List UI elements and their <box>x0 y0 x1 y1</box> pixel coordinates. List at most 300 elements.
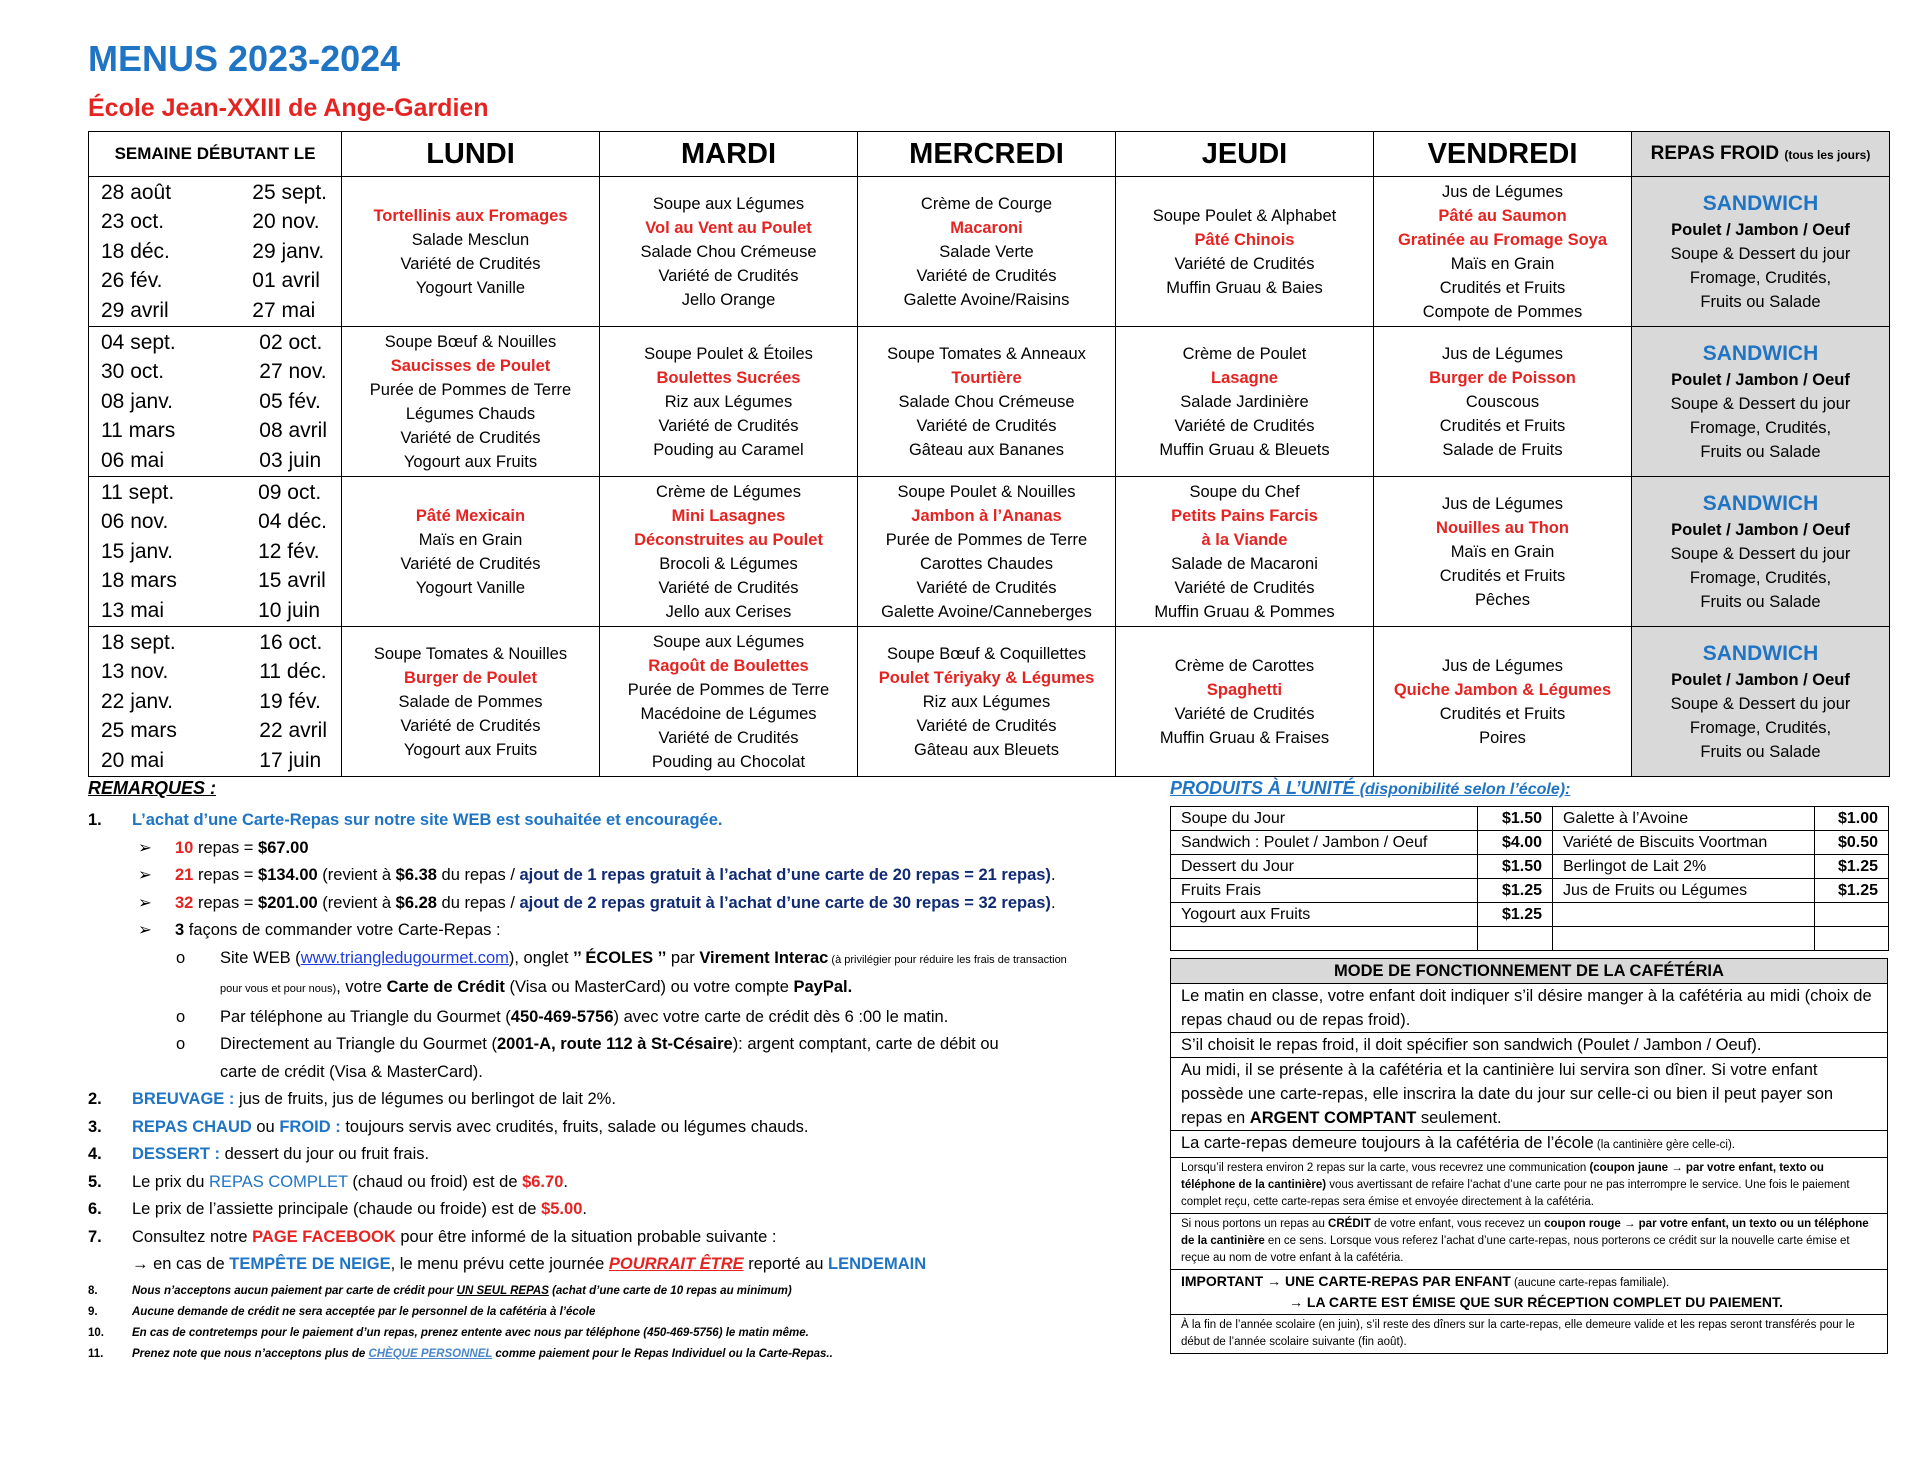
menu-item: Variété de Crudités <box>916 578 1057 597</box>
ways-count: 3 <box>175 921 185 939</box>
day-menu-cell <box>600 177 858 327</box>
card-text: . <box>1050 893 1056 912</box>
remark-5 <box>88 1169 1148 1197</box>
menu-item: Maïs en Grain <box>1450 254 1555 273</box>
day-header: MERCREDI <box>858 132 1116 177</box>
main-dish: Spaghetti <box>1206 680 1283 699</box>
remark-label: TEMPÊTE DE NEIGE <box>229 1255 391 1273</box>
day-menu-cell <box>342 177 600 327</box>
card-price: $67.00 <box>258 838 309 857</box>
menu-item: Jus de Légumes <box>1441 182 1564 201</box>
product-price: $1.25 <box>1478 903 1553 927</box>
menu-item: Maïs en Grain <box>1450 542 1555 561</box>
product-name: Berlingot de Lait 2% <box>1553 855 1815 879</box>
remark-number: 9. <box>88 1305 98 1318</box>
cold-meal-header <box>1632 132 1890 177</box>
week-date: 10 juin <box>258 598 320 622</box>
text-bold: coupon rouge → par votre enfant, un texto ou un téléphone de la cantinière <box>1181 1218 1869 1247</box>
card-bonus: ajout de 2 repas gratuit à l’achat d’une carte de 30 repas = 32 repas) <box>519 893 1051 912</box>
text-bold: → LA CARTE EST ÉMISE QUE SUR RÉCEPTION COMPLET DU PAIEMENT. <box>1289 1294 1783 1310</box>
product-row <box>1171 927 1889 951</box>
product-name: Dessert du Jour <box>1171 855 1478 879</box>
day-menu-cell <box>858 327 1116 477</box>
week-date: 22 janv. <box>101 689 173 713</box>
sandwich-title: SANDWICH <box>1702 641 1819 665</box>
text-bold: ’’ ÉCOLES ’’ <box>573 948 667 967</box>
day-menu-cell <box>1374 627 1632 777</box>
page-title: MENUS 2023-2024 <box>88 38 401 79</box>
week-date: 06 mai <box>101 448 165 472</box>
text-small: (la cantinière gère celle-ci). <box>1593 1139 1735 1151</box>
product-name: Fruits Frais <box>1171 879 1478 903</box>
remarks-section <box>88 778 1148 1365</box>
week-date: 13 mai <box>101 598 165 622</box>
card-21 <box>88 862 1148 890</box>
remark-text: Nous n’acceptons aucun paiement par carte de crédit pour <box>132 1284 457 1297</box>
remark-label: DESSERT : <box>132 1145 221 1163</box>
remark-text: . <box>582 1200 587 1218</box>
product-name: Jus de Fruits ou Légumes <box>1553 879 1815 903</box>
week-date: 23 oct. <box>101 210 165 234</box>
menu-item: Variété de Crudités <box>658 416 799 435</box>
product-price: $1.50 <box>1478 855 1553 879</box>
remark-label: REPAS CHAUD <box>132 1117 252 1136</box>
main-dish: Petits Pains Farcis <box>1171 506 1318 525</box>
cold-meal-item: Fromage, Crudités, <box>1689 268 1832 287</box>
menu-table <box>88 131 1890 777</box>
menu-item: Légumes Chauds <box>405 404 536 423</box>
circle-bullet-icon: o <box>176 948 186 967</box>
menu-item: Muffin Gruau & Fraises <box>1159 728 1330 747</box>
day-menu-cell <box>1116 477 1374 627</box>
main-dish: Quiche Jambon & Légumes <box>1393 680 1612 699</box>
card-text: . <box>1050 866 1056 884</box>
card-text: (revient à <box>317 893 396 912</box>
remark-number: 5. <box>88 1172 102 1191</box>
mode-paragraph: Le matin en classe, votre enfant doit indiquer s’il désire manger à la cafétéria au midi (choix de repas chaud ou de repas froid). <box>1171 984 1887 1033</box>
price: $5.00 <box>541 1200 583 1218</box>
menu-item: Gâteau aux Bananes <box>908 440 1065 459</box>
main-dish: Déconstruites au Poulet <box>634 530 823 549</box>
remark-text: . <box>563 1172 568 1191</box>
sandwich-title: SANDWICH <box>1702 491 1819 515</box>
product-price: $1.00 <box>1815 807 1889 831</box>
main-dish: Pâté Mexicain <box>415 506 526 525</box>
product-price: $1.25 <box>1478 879 1553 903</box>
day-menu-cell <box>858 627 1116 777</box>
menu-item: Soupe Poulet & Nouilles <box>897 482 1076 501</box>
cold-meal-item: Fruits ou Salade <box>1700 592 1821 611</box>
day-menu-cell <box>1374 327 1632 477</box>
week-date: 20 nov. <box>252 210 320 234</box>
remark-text: L’achat d’une Carte-Repas sur notre site WEB est souhaitée et encouragée. <box>132 811 723 829</box>
facebook-label: PAGE FACEBOOK <box>252 1227 396 1246</box>
menu-item: Crudités et Fruits <box>1439 704 1566 723</box>
unit-price: $6.28 <box>395 893 437 912</box>
dates-column <box>101 328 176 476</box>
dates-column <box>252 178 327 326</box>
menu-item: Soupe du Chef <box>1189 482 1300 501</box>
order-direct-cont <box>88 1059 1148 1087</box>
menu-item: Yogourt Vanille <box>415 578 526 597</box>
remark-text: comme paiement pour le Repas Individuel ou la Carte-Repas.. <box>492 1347 833 1360</box>
main-dish: Jambon à l’Ananas <box>911 506 1062 525</box>
cold-meal-item: Fromage, Crudités, <box>1689 418 1832 437</box>
remark-7 <box>88 1224 1148 1252</box>
remark-text: Prenez note que nous n’acceptons plus de <box>132 1347 369 1360</box>
main-dish: Burger de Poulet <box>404 668 537 687</box>
main-dish: Saucisses de Poulet <box>390 356 551 375</box>
day-menu-cell <box>342 477 600 627</box>
cold-meal-item: Soupe & Dessert du jour <box>1670 394 1851 413</box>
product-price: $1.25 <box>1815 855 1889 879</box>
order-ways <box>88 917 1148 945</box>
menu-item: Variété de Crudités <box>400 716 541 735</box>
menu-item: Variété de Crudités <box>1174 578 1315 597</box>
products-title-note: (disponibilité selon l’école): <box>1359 781 1571 798</box>
main-dish: Nouilles au Thon <box>1436 518 1569 537</box>
menu-item: Salade Chou Crémeuse <box>898 392 1075 411</box>
product-row <box>1171 903 1889 927</box>
menu-item: Jus de Légumes <box>1441 344 1564 363</box>
cold-meal-item: Fruits ou Salade <box>1700 742 1821 761</box>
text: Par téléphone au Triangle du Gourmet ( <box>220 1007 511 1026</box>
remark-label: FROID : <box>279 1117 341 1136</box>
day-menu-cell <box>1116 177 1374 327</box>
menu-item: Crudités et Fruits <box>1439 566 1566 585</box>
remark-number: 6. <box>88 1200 102 1218</box>
remark-text: (chaud ou froid) est de <box>347 1172 523 1191</box>
remark-text: pour être informé de la situation probable suivante : <box>395 1227 777 1246</box>
dates-column <box>259 628 327 776</box>
sandwich-title: SANDWICH <box>1702 191 1819 215</box>
text-small: (aucune carte-repas familiale). <box>1510 1277 1670 1289</box>
week-header: SEMAINE DÉBUTANT LE <box>89 132 342 177</box>
menu-item: Jello aux Cerises <box>665 602 792 621</box>
day-menu-cell <box>600 327 858 477</box>
text-bold: ARGENT COMPTANT <box>1249 1109 1417 1127</box>
menu-item: Muffin Gruau & Baies <box>1166 278 1323 297</box>
menu-item: Variété de Crudités <box>658 578 799 597</box>
product-row <box>1171 807 1889 831</box>
product-row <box>1171 879 1889 903</box>
product-price: $0.50 <box>1815 831 1889 855</box>
week-date: 05 fév. <box>259 389 321 413</box>
products-table <box>1170 806 1889 951</box>
cold-meal-cell <box>1632 177 1890 327</box>
menu-item: Variété de Crudités <box>1174 704 1315 723</box>
dates-column <box>101 628 177 776</box>
text-bold: Virement Interac <box>699 948 829 967</box>
main-dish: Macaroni <box>950 218 1023 237</box>
text: Directement au Triangle du Gourmet ( <box>220 1035 497 1053</box>
mode-paragraph <box>1171 1214 1887 1270</box>
week-date: 16 oct. <box>259 630 323 654</box>
remark-number: 7. <box>88 1227 102 1246</box>
menu-item: Soupe Tomates & Anneaux <box>887 344 1086 363</box>
text: en ce sens. Lorsque vous referez l’achat d’une carte-repas, nous porterons ce crédit sur la nouvelle carte émise et reçue au nom de votre enfant à la cafétéria. <box>1181 1235 1850 1264</box>
card-text: repas = <box>193 893 259 912</box>
menu-item: Salade de Macaroni <box>1171 554 1318 573</box>
product-price: $1.50 <box>1478 807 1553 831</box>
remark-text: Aucune demande de crédit ne sera acceptée par le personnel de la cafétéria à l’école <box>132 1305 596 1318</box>
text: (Visa ou MasterCard) ou votre compte <box>504 978 794 996</box>
remark-text: Le prix du <box>132 1172 210 1191</box>
cold-meal-cell <box>1632 627 1890 777</box>
product-name: Sandwich : Poulet / Jambon / Oeuf <box>1171 831 1478 855</box>
day-menu-cell <box>1374 477 1632 627</box>
remark-text: → en cas de <box>132 1255 230 1273</box>
remark-7-storm <box>88 1251 1148 1279</box>
day-header: JEUDI <box>1116 132 1374 177</box>
products-title <box>1170 778 1570 799</box>
week-date: 26 fév. <box>101 269 163 293</box>
text-bold: PayPal. <box>793 978 853 996</box>
card-32 <box>88 890 1148 918</box>
address: 2001-A, route 112 à St-Césaire <box>496 1035 733 1053</box>
remark-number: 1. <box>88 811 102 829</box>
text: carte de crédit (Visa & MasterCard). <box>220 1062 483 1081</box>
week-date: 11 déc. <box>259 660 327 684</box>
menu-item: Maïs en Grain <box>418 530 523 549</box>
remark-text: dessert du jour ou fruit frais. <box>220 1145 430 1163</box>
day-menu-cell <box>1374 177 1632 327</box>
menu-item: Salade Verte <box>939 242 1034 261</box>
remark-number: 4. <box>88 1145 102 1163</box>
product-price <box>1815 927 1889 951</box>
menu-item: Yogourt aux Fruits <box>403 452 538 471</box>
menu-item: Soupe Poulet & Alphabet <box>1152 206 1337 225</box>
menu-item: Purée de Pommes de Terre <box>885 530 1088 549</box>
menu-item: Carottes Chaudes <box>920 554 1053 573</box>
menu-header-row <box>89 132 1890 177</box>
order-web-cont <box>88 974 1148 1004</box>
products-title-label: PRODUITS À L’UNITÉ <box>1170 778 1355 798</box>
cheque-link[interactable]: CHÈQUE PERSONNEL <box>368 1347 493 1360</box>
dates-column <box>259 328 327 476</box>
remark-text: Le prix de l’assiette principale (chaude ou froide) est de <box>132 1200 542 1218</box>
week-date: 28 août <box>101 180 172 204</box>
sandwich-choices: Poulet / Jambon / Oeuf <box>1671 220 1850 239</box>
menu-item: Muffin Gruau & Pommes <box>1154 602 1335 621</box>
remark-text: ou <box>251 1117 280 1136</box>
day-menu-cell <box>858 177 1116 327</box>
text: ): argent comptant, carte de débit ou <box>732 1035 999 1053</box>
menu-item: Yogourt Vanille <box>415 278 526 297</box>
product-row <box>1171 855 1889 879</box>
text-bold: Carte de Crédit <box>386 978 505 996</box>
menu-item: Salade Mesclun <box>411 230 530 249</box>
day-menu-cell <box>600 477 858 627</box>
mode-paragraph <box>1171 1058 1887 1131</box>
week-date: 18 déc. <box>101 239 170 263</box>
day-menu-cell <box>342 327 600 477</box>
week-date: 18 mars <box>101 569 177 593</box>
text: ) avec votre carte de crédit dès 6 :00 le matin. <box>613 1007 949 1026</box>
dates-column <box>101 478 177 626</box>
main-dish: Gratinée au Fromage Soya <box>1397 230 1608 249</box>
main-dish: Tourtière <box>951 368 1022 387</box>
text-small: (à privilégier pour réduire les frais de transaction <box>828 953 1067 966</box>
text: Lorsqu’il restera environ 2 repas sur la carte, vous recevrez une communication <box>1181 1162 1590 1174</box>
remark-text: , le menu prévu cette journée <box>390 1255 609 1273</box>
week-date: 15 avril <box>258 569 326 593</box>
remark-1 <box>88 807 1148 835</box>
text-bold: CRÉDIT <box>1328 1218 1371 1230</box>
text-small: pour vous et pour nous) <box>220 983 337 995</box>
text: , votre <box>336 978 387 996</box>
menu-item: Gâteau aux Bleuets <box>914 740 1059 759</box>
menu-item: Salade Jardinière <box>1180 392 1309 411</box>
text: Si nous portons un repas au <box>1181 1218 1329 1230</box>
card-10 <box>88 835 1148 863</box>
school-name: École Jean-XXIII de Ange-Gardien <box>88 94 489 122</box>
remark-text: Consultez notre <box>132 1227 253 1246</box>
menu-item: Soupe aux Légumes <box>652 632 805 651</box>
sandwich-choices: Poulet / Jambon / Oeuf <box>1671 520 1850 539</box>
order-web <box>88 945 1148 975</box>
card-text: du repas / <box>436 893 520 912</box>
main-dish: Mini Lasagnes <box>671 506 786 525</box>
card-text: repas = <box>193 838 259 857</box>
week-date: 27 mai <box>252 298 316 322</box>
week-date: 06 nov. <box>101 510 169 534</box>
week-date: 22 avril <box>259 719 327 743</box>
menu-item: Poires <box>1479 728 1526 747</box>
sandwich-choices: Poulet / Jambon / Oeuf <box>1671 370 1850 389</box>
menu-item: Soupe aux Légumes <box>652 194 805 213</box>
menu-item: Couscous <box>1465 392 1540 411</box>
day-header: MARDI <box>600 132 858 177</box>
remark-number: 2. <box>88 1090 102 1108</box>
week-dates-cell <box>89 327 342 477</box>
menu-week-row <box>89 477 1890 627</box>
menu-item: Salade de Fruits <box>1442 440 1563 459</box>
circle-bullet-icon: o <box>176 1035 186 1053</box>
text: ), onglet <box>508 948 574 967</box>
product-price <box>1478 927 1553 951</box>
cold-meal-item: Fruits ou Salade <box>1700 292 1821 311</box>
remark-3 <box>88 1114 1148 1142</box>
menu-item: Variété de Crudités <box>658 266 799 285</box>
main-dish: Vol au Vent au Poulet <box>645 218 812 237</box>
arrow-bullet-icon: ➢ <box>138 893 152 912</box>
menu-item: Crème de Courge <box>920 194 1053 213</box>
website-link[interactable]: www.triangledugourmet.com <box>300 948 509 967</box>
menu-item: Galette Avoine/Canneberges <box>881 602 1092 621</box>
day-header: LUNDI <box>342 132 600 177</box>
week-date: 15 janv. <box>101 539 173 563</box>
menu-item: Variété de Crudités <box>400 254 541 273</box>
menu-item: Soupe Bœuf & Nouilles <box>384 332 557 351</box>
circle-bullet-icon: o <box>176 1007 186 1026</box>
remark-text: toujours servis avec crudités, fruits, salade ou légumes chauds. <box>340 1117 809 1136</box>
main-dish: Burger de Poisson <box>1429 368 1576 387</box>
card-price: $201.00 <box>258 893 318 912</box>
text: vous avertissant de refaire l’achat d’une carte pour ne pas interrompre le service. Une fois le paiement complet reçu, cette carte-repas sera émise et envoyée directement à la cafétéria. <box>1181 1179 1850 1208</box>
important-notice <box>1171 1270 1887 1315</box>
menu-item: Brocoli & Légumes <box>659 554 798 573</box>
remark-number: 10. <box>88 1326 104 1339</box>
unit-price: $6.38 <box>395 866 437 884</box>
remark-text: En cas de contretemps pour le paiement d’un repas, prenez entente avec nous par téléphone (450-469-5756) le matin même. <box>132 1326 809 1339</box>
menu-item: Crème de Poulet <box>1182 344 1307 363</box>
menu-item: Crudités et Fruits <box>1439 278 1566 297</box>
main-dish: Pâté Chinois <box>1194 230 1295 249</box>
remark-text: jus de fruits, jus de légumes ou berlingot de lait 2%. <box>234 1090 616 1108</box>
dates-column <box>101 178 171 326</box>
menu-item: Variété de Crudités <box>658 728 799 747</box>
main-dish: Ragoût de Boulettes <box>648 656 809 675</box>
remark-4 <box>88 1141 1148 1169</box>
week-date: 25 mars <box>101 719 177 743</box>
menu-item: Crudités et Fruits <box>1439 416 1566 435</box>
product-name: Yogourt aux Fruits <box>1171 903 1478 927</box>
menu-item: Purée de Pommes de Terre <box>627 680 830 699</box>
week-date: 18 sept. <box>101 630 176 654</box>
week-date: 19 fév. <box>259 689 321 713</box>
cold-meal-item: Soupe & Dessert du jour <box>1670 544 1851 563</box>
week-date: 30 oct. <box>101 360 165 384</box>
menu-item: Variété de Crudités <box>916 716 1057 735</box>
card-text: (revient à <box>317 866 396 884</box>
menu-item: Soupe Bœuf & Coquillettes <box>886 644 1087 663</box>
menu-item: Soupe Poulet & Étoiles <box>644 344 813 363</box>
menu-item: Compote de Pommes <box>1422 302 1583 321</box>
day-header: VENDREDI <box>1374 132 1632 177</box>
remark-number: 11. <box>88 1347 104 1360</box>
day-menu-cell <box>342 627 600 777</box>
text: La carte-repas demeure toujours à la cafétéria de l’école <box>1181 1134 1594 1152</box>
dates-column <box>258 478 327 626</box>
remark-label: REPAS COMPLET <box>209 1172 348 1191</box>
menu-item: Yogourt aux Fruits <box>403 740 538 759</box>
week-date: 02 oct. <box>259 330 323 354</box>
mode-paragraph <box>1171 1131 1887 1158</box>
week-dates-cell <box>89 477 342 627</box>
menu-item: Crème de Légumes <box>656 482 801 501</box>
main-dish: Tortellinis aux Fromages <box>373 206 568 225</box>
menu-item: Jus de Légumes <box>1441 494 1564 513</box>
week-date: 29 janv. <box>252 239 325 263</box>
arrow-bullet-icon: ➢ <box>138 921 152 939</box>
menu-item: Salade Chou Crémeuse <box>640 242 817 261</box>
week-date: 04 sept. <box>101 330 176 354</box>
remarks-title: REMARQUES : <box>88 778 217 798</box>
week-date: 29 avril <box>101 298 169 322</box>
arrow-bullet-icon: ➢ <box>138 866 152 884</box>
day-menu-cell <box>1116 627 1374 777</box>
main-dish: Lasagne <box>1211 368 1278 387</box>
week-date: 13 nov. <box>101 660 169 684</box>
product-price <box>1815 903 1889 927</box>
cold-meal-header-label: REPAS FROID <box>1650 143 1780 164</box>
mode-paragraph: À la fin de l’année scolaire (en juin), s’il reste des dîners sur la carte-repas, elle demeure valide et les repas seront transférés pour le début de l’année scolaire suivante (fin août). <box>1181 1319 1855 1348</box>
remark-label: LENDEMAIN <box>828 1255 927 1273</box>
week-dates-cell <box>89 177 342 327</box>
card-text: repas = <box>193 866 259 884</box>
menu-item: Macédoine de Légumes <box>640 704 817 723</box>
card-price: $134.00 <box>258 866 318 884</box>
product-name: Galette à l’Avoine <box>1553 807 1815 831</box>
cold-meal-cell <box>1632 477 1890 627</box>
day-menu-cell <box>858 477 1116 627</box>
remark-11 <box>88 1344 1148 1365</box>
menu-item: Variété de Crudités <box>400 428 541 447</box>
cold-meal-item: Soupe & Dessert du jour <box>1670 694 1851 713</box>
remark-8 <box>88 1281 1148 1302</box>
remark-text: UN SEUL REPAS <box>456 1284 549 1297</box>
